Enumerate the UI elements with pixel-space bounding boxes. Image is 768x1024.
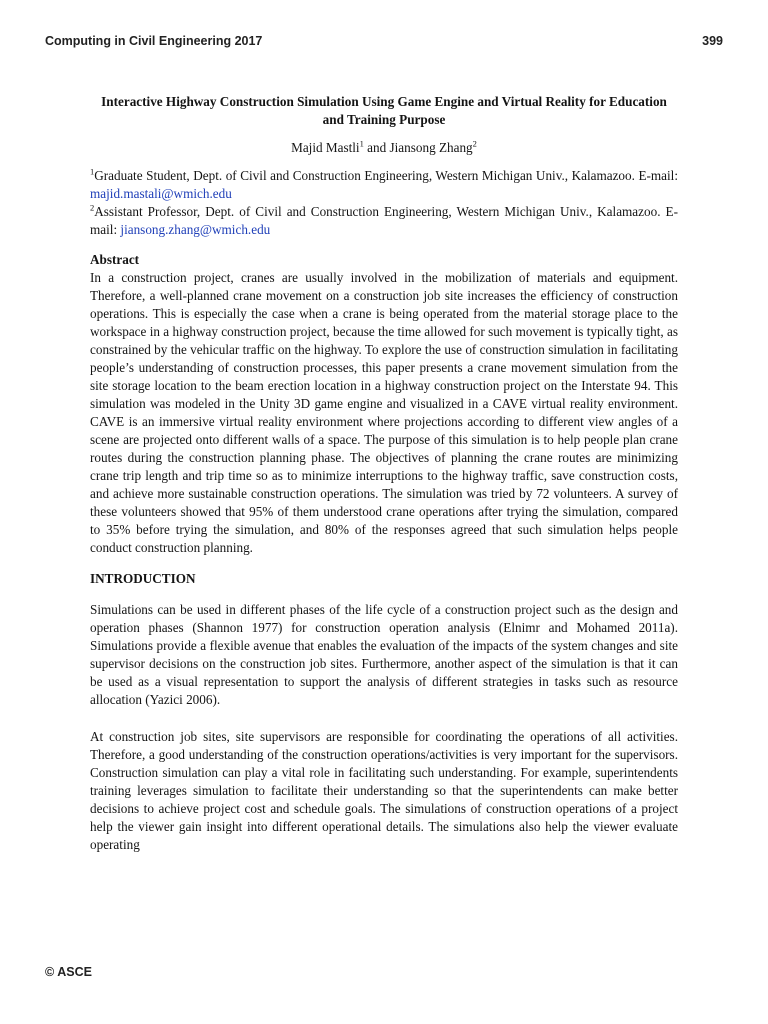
author-2: Jiansong Zhang	[389, 140, 473, 155]
author-line	[90, 139, 678, 157]
paper-title: Interactive Highway Construction Simulation Using Game Engine and Virtual Reality for Education and Training Purpose	[101, 94, 667, 127]
copyright-footer: © ASCE	[45, 965, 92, 979]
page-number: 399	[702, 34, 723, 48]
intro-paragraph-1: Simulations can be used in different phases of the life cycle of a construction project such as the design and operation phases (Shannon 1977) for construction operation analysis (Elnimr and Mohamed 2011a). Simulations provide a flexible avenue that enables the evaluation of the impacts of the system changes and site supervisor decisions on the construction job sites. Furthermore, another aspect of the simulation is that it can be used as a visual representation to support the analysis of different strategies in tasks such as resource allocation (Yazici 2006).	[90, 602, 678, 707]
author-2-mark: 2	[472, 138, 477, 149]
author-1: Majid Mastli	[291, 140, 360, 155]
email-link-2[interactable]: jiansong.zhang@wmich.edu	[120, 222, 271, 237]
paper-body	[90, 93, 678, 854]
introduction-heading: INTRODUCTION	[90, 571, 196, 586]
abstract-text: In a construction project, cranes are usually involved in the mobilization of materials and equipment. Therefore, a well-planned crane movement on a construction job site increases the efficiency of construction operations. This is especially the case when a crane is being operated from the material storage place to the workspace in a highway construction project, because the time allowed for such movement is typically tight, as constrained by the vehicular traffic on the highway. To explore the use of construction simulation in facilitating people’s understanding of construction processes, this paper presents a crane movement simulation from the site storage location to the beam erection location in a highway construction project on the Interstate 94. This simulation was modeled in the Unity 3D game engine and visualized in a CAVE virtual reality environment. CAVE is an immersive virtual reality environment where projections according to different view angles of a scene are projected onto different walls of a space. The purpose of this simulation is to help people plan crane routes during the construction planning phase. The objectives of planning the crane routes are minimizing crane trip length and trip time so as to minimize interruptions to the highway traffic, save construction costs, and achieve more sustainable construction operations. The simulation was tried by 72 volunteers. A survey of these volunteers showed that 95% of them understood crane operations after trying the simulation, compared to 35% before trying the simulation, and 80% of the responses agreed that such simulation helps people conduct construction planning.	[90, 270, 678, 555]
author-1-mark: 1	[359, 138, 364, 149]
affiliation-1: $^1$Graduate Student, Dept. of Civil and Construction Engineering, Western Michigan Univ., Kalamazoo. E-mail: majid.mastali@wmich.edu	[90, 166, 678, 201]
affiliation-2: $^2$Assistant Professor, Dept. of Civil and Construction Engineering, Western Michigan Univ., Kalamazoo. E-mail: jiansong.zhang@wmich.edu	[90, 202, 678, 237]
author-join: and	[363, 140, 390, 155]
email-link-1[interactable]: majid.mastali@wmich.edu	[90, 186, 232, 201]
abstract-heading: Abstract	[90, 252, 140, 267]
running-header-journal: Computing in Civil Engineering 2017	[45, 34, 263, 48]
intro-paragraph-2: At construction job sites, site supervisors are responsible for coordinating the operations of all activities. Therefore, a good understanding of the construction operations/activities is very important for the supervisors. Construction simulation can play a vital role in facilitating such understanding. For example, superintendents training leverages simulation to facilitate their understanding so that the superintendents can make better decisions to achieve project cost and schedule goals. The simulations of construction operations of a project help the viewer gain insight into different operational details. The simulations also help the viewer evaluate operating	[90, 729, 678, 852]
affiliations	[90, 167, 678, 239]
